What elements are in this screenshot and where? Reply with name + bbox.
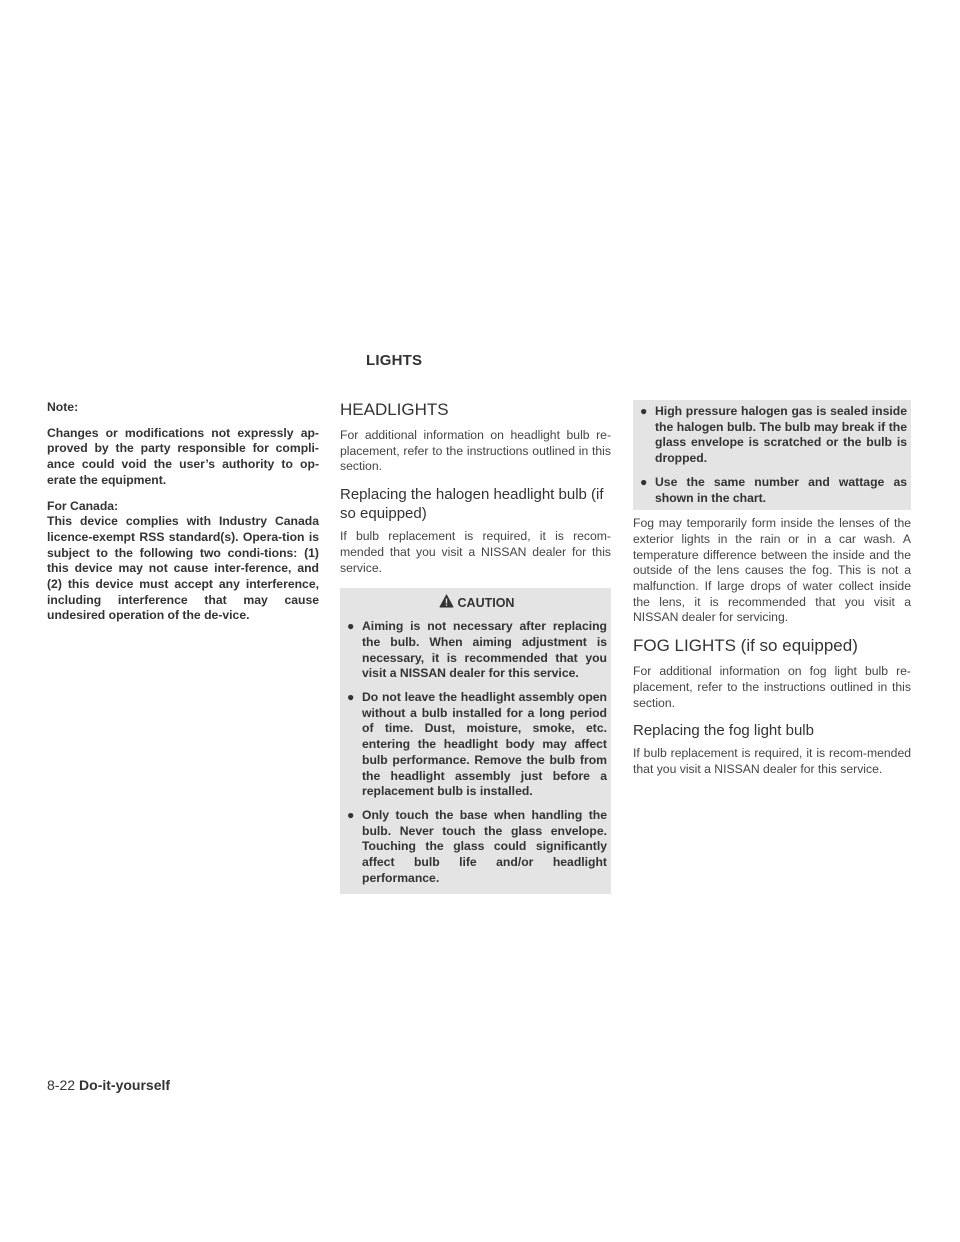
- caution-box: [340, 588, 611, 894]
- headlights-heading: HEADLIGHTS: [340, 400, 449, 419]
- caution-item: ● Use the same number and wattage as shown in the chart.: [640, 474, 907, 505]
- fog-lights-heading: FOG LIGHTS (if so equipped): [633, 636, 858, 656]
- note-label: Note:: [47, 400, 79, 414]
- halogen-subheading: Replacing the halogen headlight bulb (if so equipped): [340, 486, 604, 523]
- caution-item: ● Aiming is not necessary after replacing the bulb. When aiming adjustment is necessary, it is recommended that you visit a NISSAN dealer for this service.: [347, 619, 607, 681]
- canada-label: For Canada:: [47, 498, 119, 513]
- note-text: Changes or modifications not expressly ap-proved by the party responsible for compli-ance could void the user’s authority to op-erate the equipment.: [47, 425, 319, 487]
- caution-item: ● Only touch the base when handling the bulb. Never touch the glass envelope. Touching the glass could significantly affect bulb life and/or headlight performance.: [347, 807, 607, 885]
- column-right: [633, 400, 911, 778]
- bullet: ●: [640, 404, 648, 418]
- fog-lights-intro: For additional information on fog light bulb re-placement, refer to the instructions outlined in this section.: [633, 664, 911, 710]
- bullet: ●: [347, 807, 355, 822]
- fog-info-text: Fog may temporarily form inside the lenses of the exterior lights in the rain or in a car wash. A temperature difference between the inside and the outside of the lens causes the fog. This is not a malfunction. If large drops of water collect inside the lens, it is recommended that you visit a NISSAN dealer for servicing.: [633, 516, 911, 625]
- warning-triangle-icon: [439, 594, 454, 611]
- column-left: [47, 400, 319, 634]
- fog-bulb-subheading: Replacing the fog light bulb: [633, 722, 814, 740]
- caution-box-continued: [633, 400, 911, 510]
- footer-section: Do-it-yourself: [79, 1077, 171, 1093]
- page-number: 8-22: [47, 1077, 76, 1093]
- fog-bulb-text: If bulb replacement is required, it is recom-mended that you visit a NISSAN dealer for this service.: [633, 746, 911, 776]
- caution-item: ● Do not leave the headlight assembly open without a bulb installed for a long period of time. Dust, moisture, smoke, etc. entering the headlight body may affect bulb performance. Remove the bulb from the headlight assembly just before a replacement bulb is installed.: [347, 690, 607, 799]
- bullet: ●: [640, 474, 648, 489]
- caution-title: CAUTION: [457, 595, 515, 610]
- caution-item: ● High pressure halogen gas is sealed inside the halogen bulb. The bulb may break if the glass envelope is scratched or the bulb is dropped.: [640, 404, 907, 466]
- bullet: ●: [347, 619, 355, 634]
- canada-text: This device complies with Industry Canada licence-exempt RSS standard(s). Opera-tion is subject to the following two condi-tions: (1) this device may not cause inter-ference, and (2) this device must accept any interference, including interference that may cause undesired operation of the de-vice.: [47, 514, 319, 623]
- halogen-text: If bulb replacement is required, it is recom-mended that you visit a NISSAN dealer for this service.: [340, 529, 611, 575]
- caution-header: [346, 594, 607, 611]
- bullet: ●: [347, 690, 355, 705]
- page-footer: [47, 1077, 170, 1093]
- column-middle: [340, 400, 611, 894]
- section-title: LIGHTS: [366, 352, 423, 369]
- headlights-intro: For additional information on headlight bulb re-placement, refer to the instructions outlined in this section.: [340, 428, 611, 474]
